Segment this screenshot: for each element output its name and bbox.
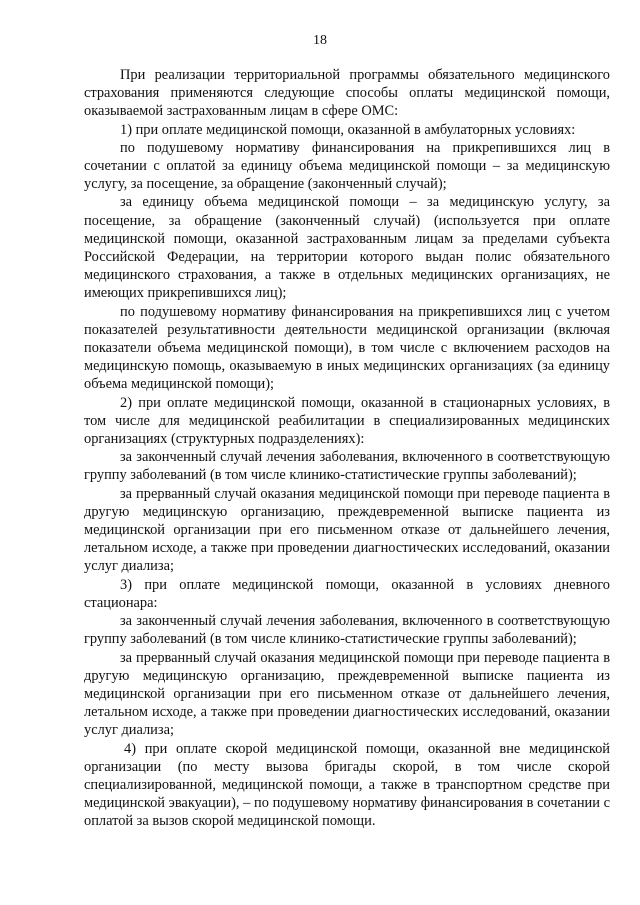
intro-paragraph: При реализации территориальной программы обязательного медицинского страхования применяются следующие способы оплаты медицинской помощи, оказываемой застрахованным лицам в сфере ОМС: — [84, 67, 610, 120]
item-2-heading: 2) при оплате медицинской помощи, оказанной в стационарных условиях, в том числе для медицинской реабилитации в специализированных медицинских организациях (структурных подразделениях): — [84, 394, 610, 448]
item-1-option-1: по подушевому нормативу финансирования на прикрепившихся лиц в сочетании с оплатой за единицу объема медицинской помощи – за медицинскую услугу, за посещение, за обращение (законченный случай); — [84, 139, 610, 193]
item-2-option-2: за прерванный случай оказания медицинской помощи при переводе пациента в другую медицинскую организацию, преждевременной выписке пациента из медицинской организации при его письменном отказе от дальнейшего лечения, летальном исходе, а также при проведении диагностических исследований, оказании услуг диализа; — [84, 485, 610, 575]
item-1-heading: 1) при оплате медицинской помощи, оказанной в амбулаторных условиях: — [120, 121, 576, 138]
item-3-option-2: за прерванный случай оказания медицинской помощи при переводе пациента в другую медицинскую организацию, преждевременной выписке пациента из медицинской организации при его письменном отказе от дальнейшего лечения, летальном исходе, а также при проведении диагностических исследований, оказании услуг диализа; — [84, 649, 610, 739]
item-2-option-1: за законченный случай лечения заболевания, включенного в соответствующую группу заболеваний (в том числе клинико-статистические группы заболеваний); — [84, 449, 610, 484]
document-body — [84, 66, 610, 831]
page-number: 18 — [313, 33, 327, 48]
item-1-option-2: за единицу объема медицинской помощи – за медицинскую услугу, за посещение, за обращение (законченный случай) (используется при оплате медицинской помощи, оказанной застрахованным лицам за пределами субъекта Российской Федерации, на территории которого выдан полис обязательного медицинского страхования, а также в отдельных медицинских организациях, не имеющих прикрепившихся лиц); — [84, 194, 610, 302]
item-1-option-3: по подушевому нормативу финансирования на прикрепившихся лиц с учетом показателей результативности деятельности медицинской организации (включая показатели объема медицинской помощи), в том числе с включением расходов на медицинскую помощь, оказываемую в иных медицинских организациях (за единицу объема медицинской помощи); — [84, 303, 610, 393]
item-4-paragraph: 4) при оплате скорой медицинской помощи, оказанной вне медицинской организации (по месту вызова бригады скорой, в том числе скорой специализированной, медицинской помощи, а также в транспортном средстве при медицинской эвакуации), – по подушевому нормативу финансирования в сочетании с оплатой за вызов скорой медицинской помощи. — [84, 740, 610, 830]
item-3-heading: 3) при оплате медицинской помощи, оказанной в условиях дневного стационара: — [84, 576, 610, 611]
item-3-option-1: за законченный случай лечения заболевания, включенного в соответствующую группу заболеваний (в том числе клинико-статистические группы заболеваний); — [84, 613, 610, 648]
